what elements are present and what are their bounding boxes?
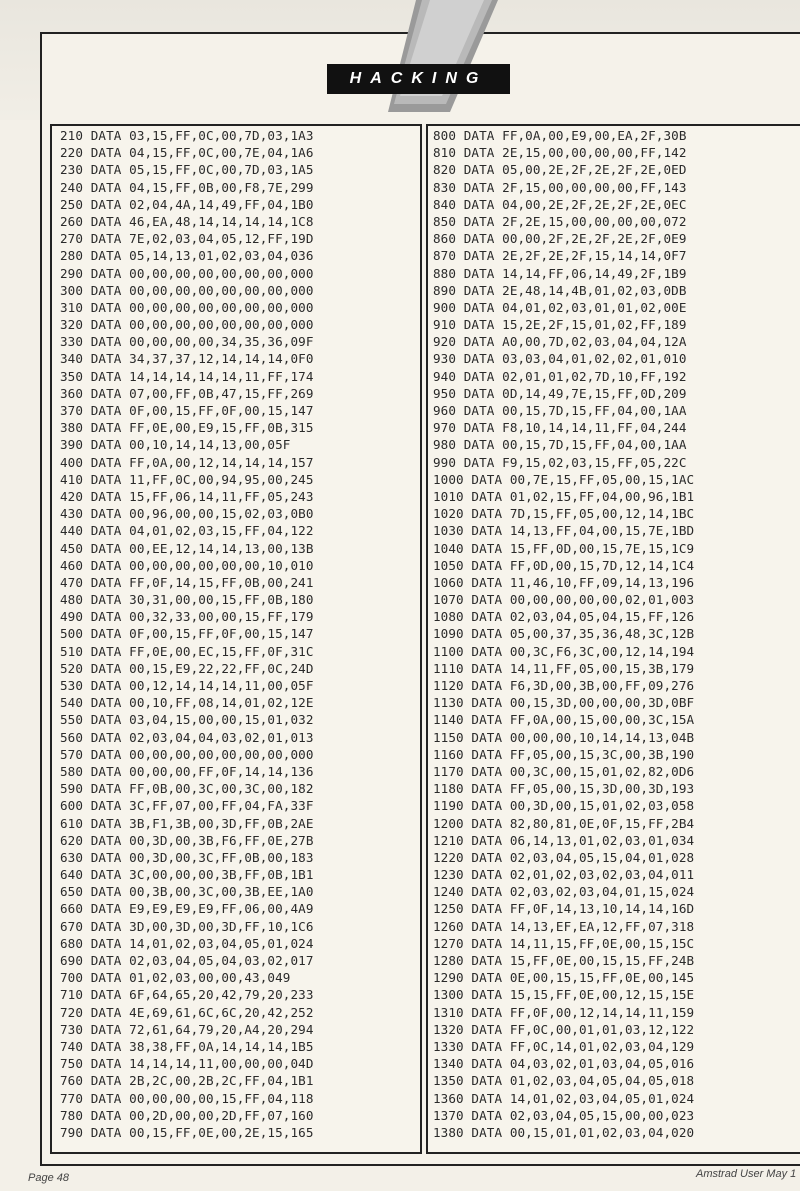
data-line: 860 DATA 00,00,2F,2E,2F,2E,2F,0E9 [433, 231, 687, 247]
publication-name: Amstrad User May 1 [696, 1168, 797, 1180]
data-line: 1170 DATA 00,3C,00,15,01,02,82,0D6 [433, 763, 695, 779]
data-line: 1150 DATA 00,00,00,10,14,14,13,04B [433, 729, 695, 745]
data-line: 830 DATA 2F,15,00,00,00,00,FF,143 [433, 179, 687, 195]
data-line: 460 DATA 00,00,00,00,00,00,10,010 [60, 557, 314, 573]
data-line: 1010 DATA 01,02,15,FF,04,00,96,1B1 [433, 488, 695, 504]
data-line: 350 DATA 14,14,14,14,14,11,FF,174 [60, 368, 314, 384]
data-line: 920 DATA A0,00,7D,02,03,04,04,12A [433, 334, 687, 350]
data-line: 1090 DATA 05,00,37,35,36,48,3C,12B [433, 626, 695, 642]
data-line: 700 DATA 01,02,03,00,00,43,049 [60, 970, 291, 986]
data-line: 1110 DATA 14,11,FF,05,00,15,3B,179 [433, 660, 695, 676]
data-line: 380 DATA FF,0E,00,E9,15,FF,0B,315 [60, 420, 314, 436]
data-line: 230 DATA 05,15,FF,0C,00,7D,03,1A5 [60, 162, 314, 178]
data-line: 840 DATA 04,00,2E,2F,2E,2F,2E,0EC [433, 196, 687, 212]
data-line: 1220 DATA 02,03,04,05,15,04,01,028 [433, 849, 695, 865]
data-line: 930 DATA 03,03,04,01,02,02,01,010 [433, 351, 687, 367]
data-line: 540 DATA 00,10,FF,08,14,01,02,12E [60, 695, 314, 711]
data-line: 730 DATA 72,61,64,79,20,A4,20,294 [60, 1021, 314, 1037]
data-line: 250 DATA 02,04,4A,14,49,FF,04,1B0 [60, 196, 314, 212]
data-line: 890 DATA 2E,48,14,4B,01,02,03,0DB [433, 282, 687, 298]
data-line: 1260 DATA 14,13,EF,EA,12,FF,07,318 [433, 918, 695, 934]
data-line: 340 DATA 34,37,37,12,14,14,14,0F0 [60, 351, 314, 367]
data-line: 430 DATA 00,96,00,00,15,02,03,0B0 [60, 506, 314, 522]
data-line: 590 DATA FF,0B,00,3C,00,3C,00,182 [60, 781, 314, 797]
data-line: 470 DATA FF,0F,14,15,FF,0B,00,241 [60, 574, 314, 590]
data-line: 300 DATA 00,00,00,00,00,00,00,000 [60, 282, 314, 298]
data-line: 900 DATA 04,01,02,03,01,01,02,00E [433, 299, 687, 315]
data-line: 680 DATA 14,01,02,03,04,05,01,024 [60, 935, 314, 951]
data-line: 420 DATA 15,FF,06,14,11,FF,05,243 [60, 488, 314, 504]
data-line: 640 DATA 3C,00,00,00,3B,FF,0B,1B1 [60, 867, 314, 883]
data-line: 820 DATA 05,00,2E,2F,2E,2F,2E,0ED [433, 162, 687, 178]
data-line: 660 DATA E9,E9,E9,E9,FF,06,00,4A9 [60, 901, 314, 917]
data-line: 390 DATA 00,10,14,14,13,00,05F [60, 437, 291, 453]
data-line: 810 DATA 2E,15,00,00,00,00,FF,142 [433, 145, 687, 161]
data-line: 510 DATA FF,0E,00,EC,15,FF,0F,31C [60, 643, 314, 659]
data-line: 560 DATA 02,03,04,04,03,02,01,013 [60, 729, 314, 745]
data-line: 1370 DATA 02,03,04,05,15,00,00,023 [433, 1107, 695, 1123]
data-line: 1210 DATA 06,14,13,01,02,03,01,034 [433, 832, 695, 848]
data-line: 530 DATA 00,12,14,14,14,11,00,05F [60, 678, 314, 693]
data-line: 370 DATA 0F,00,15,FF,0F,00,15,147 [60, 403, 314, 418]
data-line: 880 DATA 14,14,FF,06,14,49,2F,1B9 [433, 265, 687, 281]
data-line: 870 DATA 2E,2F,2E,2F,15,14,14,0F7 [433, 248, 687, 264]
data-line: 960 DATA 00,15,7D,15,FF,04,00,1AA [433, 403, 687, 418]
data-line: 980 DATA 00,15,7D,15,FF,04,00,1AA [433, 437, 687, 453]
data-line: 480 DATA 30,31,00,00,15,FF,0B,180 [60, 592, 314, 608]
data-line: 1030 DATA 14,13,FF,04,00,15,7E,1BD [433, 523, 695, 539]
data-line: 1000 DATA 00,7E,15,FF,05,00,15,1AC [433, 471, 695, 487]
data-line: 690 DATA 02,03,04,05,04,03,02,017 [60, 953, 314, 968]
data-line: 1020 DATA 7D,15,FF,05,00,12,14,1BC [433, 506, 695, 522]
data-line: 520 DATA 00,15,E9,22,22,FF,0C,24D [60, 660, 314, 676]
data-line: 670 DATA 3D,00,3D,00,3D,FF,10,1C6 [60, 918, 314, 934]
data-line: 320 DATA 00,00,00,00,00,00,00,000 [60, 317, 314, 333]
data-line: 1190 DATA 00,3D,00,15,01,02,03,058 [433, 798, 695, 814]
data-line: 580 DATA 00,00,00,FF,0F,14,14,136 [60, 763, 314, 779]
listing-column-left [50, 124, 422, 1154]
data-line: 1290 DATA 0E,00,15,15,FF,0E,00,145 [433, 970, 695, 986]
data-line-list [428, 126, 800, 1141]
data-line: 280 DATA 05,14,13,01,02,03,04,036 [60, 248, 314, 264]
data-line: 990 DATA F9,15,02,03,15,FF,05,22C [433, 454, 687, 470]
data-line: 1160 DATA FF,05,00,15,3C,00,3B,190 [433, 746, 695, 762]
data-line: 410 DATA 11,FF,0C,00,94,95,00,245 [60, 471, 314, 487]
data-line: 1120 DATA F6,3D,00,3B,00,FF,09,276 [433, 678, 695, 693]
data-line: 270 DATA 7E,02,03,04,05,12,FF,19D [60, 231, 314, 247]
data-line: 1100 DATA 00,3C,F6,3C,00,12,14,194 [433, 643, 695, 659]
data-line: 710 DATA 6F,64,65,20,42,79,20,233 [60, 987, 314, 1003]
data-line: 770 DATA 00,00,00,00,15,FF,04,118 [60, 1090, 314, 1106]
data-line: 1310 DATA FF,0F,00,12,14,14,11,159 [433, 1004, 695, 1020]
data-line: 630 DATA 00,3D,00,3C,FF,0B,00,183 [60, 849, 314, 865]
data-line: 1360 DATA 14,01,02,03,04,05,01,024 [433, 1090, 695, 1106]
data-line: 750 DATA 14,14,14,11,00,00,00,04D [60, 1056, 314, 1072]
data-line: 1060 DATA 11,46,10,FF,09,14,13,196 [433, 574, 695, 590]
data-line: 1320 DATA FF,0C,00,01,01,03,12,122 [433, 1021, 695, 1037]
data-line: 220 DATA 04,15,FF,0C,00,7E,04,1A6 [60, 145, 314, 161]
data-line: 1140 DATA FF,0A,00,15,00,00,3C,15A [433, 712, 695, 728]
data-line: 570 DATA 00,00,00,00,00,00,00,000 [60, 746, 314, 762]
data-line: 790 DATA 00,15,FF,0E,00,2E,15,165 [60, 1124, 314, 1140]
data-line: 1250 DATA FF,0F,14,13,10,14,14,16D [433, 901, 695, 917]
data-line: 940 DATA 02,01,01,02,7D,10,FF,192 [433, 368, 687, 384]
data-line: 240 DATA 04,15,FF,0B,00,F8,7E,299 [60, 179, 314, 195]
data-line: 950 DATA 0D,14,49,7E,15,FF,0D,209 [433, 385, 687, 401]
data-line: 910 DATA 15,2E,2F,15,01,02,FF,189 [433, 317, 687, 333]
data-line: 760 DATA 2B,2C,00,2B,2C,FF,04,1B1 [60, 1073, 314, 1089]
data-line: 400 DATA FF,0A,00,12,14,14,14,157 [60, 454, 314, 470]
data-line: 970 DATA F8,10,14,14,11,FF,04,244 [433, 420, 687, 436]
data-line: 1070 DATA 00,00,00,00,00,02,01,003 [433, 592, 695, 608]
page-number: Page 48 [28, 1172, 69, 1184]
data-line: 500 DATA 0F,00,15,FF,0F,00,15,147 [60, 626, 314, 642]
data-line: 1130 DATA 00,15,3D,00,00,00,3D,0BF [433, 695, 695, 711]
data-line: 780 DATA 00,2D,00,00,2D,FF,07,160 [60, 1107, 314, 1123]
data-line: 1230 DATA 02,01,02,03,02,03,04,011 [433, 867, 695, 883]
data-line: 440 DATA 04,01,02,03,15,FF,04,122 [60, 523, 314, 539]
data-line: 800 DATA FF,0A,00,E9,00,EA,2F,30B [433, 128, 687, 143]
decorative-stripe [388, 0, 498, 112]
data-line: 1340 DATA 04,03,02,01,03,04,05,016 [433, 1056, 695, 1072]
data-line: 260 DATA 46,EA,48,14,14,14,14,1C8 [60, 213, 314, 229]
data-line: 720 DATA 4E,69,61,6C,6C,20,42,252 [60, 1004, 314, 1020]
data-line: 620 DATA 00,3D,00,3B,F6,FF,0E,27B [60, 832, 314, 848]
data-line: 1270 DATA 14,11,15,FF,0E,00,15,15C [433, 935, 695, 951]
data-line: 610 DATA 3B,F1,3B,00,3D,FF,0B,2AE [60, 815, 314, 831]
data-line: 330 DATA 00,00,00,00,34,35,36,09F [60, 334, 314, 350]
data-line: 210 DATA 03,15,FF,0C,00,7D,03,1A3 [60, 128, 314, 143]
data-line: 650 DATA 00,3B,00,3C,00,3B,EE,1A0 [60, 884, 314, 900]
data-line-list [52, 126, 420, 1141]
data-line: 850 DATA 2F,2E,15,00,00,00,00,072 [433, 213, 687, 229]
data-line: 1350 DATA 01,02,03,04,05,04,05,018 [433, 1073, 695, 1089]
data-line: 310 DATA 00,00,00,00,00,00,00,000 [60, 299, 314, 315]
data-line: 1080 DATA 02,03,04,05,04,15,FF,126 [433, 609, 695, 625]
data-line: 1280 DATA 15,FF,0E,00,15,15,FF,24B [433, 953, 695, 968]
data-line: 1380 DATA 00,15,01,01,02,03,04,020 [433, 1124, 695, 1140]
data-line: 1300 DATA 15,15,FF,0E,00,12,15,15E [433, 987, 695, 1003]
listing-column-right [426, 124, 800, 1154]
data-line: 450 DATA 00,EE,12,14,14,13,00,13B [60, 540, 314, 556]
data-line: 490 DATA 00,32,33,00,00,15,FF,179 [60, 609, 314, 625]
data-line: 1240 DATA 02,03,02,03,04,01,15,024 [433, 884, 695, 900]
data-line: 1050 DATA FF,0D,00,15,7D,12,14,1C4 [433, 557, 695, 573]
data-line: 550 DATA 03,04,15,00,00,15,01,032 [60, 712, 314, 728]
data-line: 360 DATA 07,00,FF,0B,47,15,FF,269 [60, 385, 314, 401]
data-line: 1330 DATA FF,0C,14,01,02,03,04,129 [433, 1038, 695, 1054]
data-line: 740 DATA 38,38,FF,0A,14,14,14,1B5 [60, 1038, 314, 1054]
section-title: HACKING [327, 64, 510, 94]
data-line: 1040 DATA 15,FF,0D,00,15,7E,15,1C9 [433, 540, 695, 556]
data-line: 600 DATA 3C,FF,07,00,FF,04,FA,33F [60, 798, 314, 814]
data-line: 1200 DATA 82,80,81,0E,0F,15,FF,2B4 [433, 815, 695, 831]
data-line: 1180 DATA FF,05,00,15,3D,00,3D,193 [433, 781, 695, 797]
data-line: 290 DATA 00,00,00,00,00,00,00,000 [60, 265, 314, 281]
